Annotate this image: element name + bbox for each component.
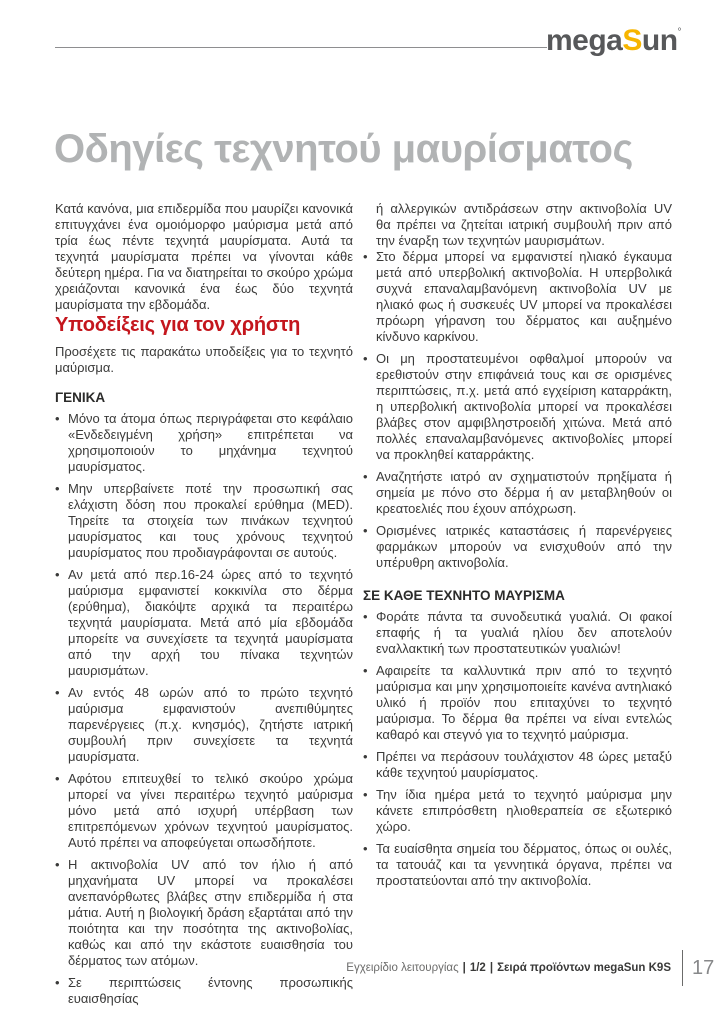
list-item: • Τα ευαίσθητα σημεία του δέρματος, όπως οι ουλές, τα τατουάζ και τα γεννητικά όργανα, πρέπει να προστατεύονται από την ακτινοβολία. [363,841,672,889]
page-title: Οδηγίες τεχνητού μαυρίσματος [54,126,633,171]
footer-separator: | [462,962,466,974]
product-line-label: Σειρά προϊόντων megaSun K9S [497,962,671,974]
intro-paragraph: Κατά κανόνα, μια επιδερμίδα που μαυρίζει κανονικά επιτυγχάνει ένα ομοιόμορφο μαύρισμα μετά από τρία έως πέντε τεχνητά μαυρίσματα. Αυτά τα τεχνητά μαυρίσματα πρέπει να γίνονται κάθε δεύτερη ημέρα. Για να διατηρείται το σκούρο χρώμα χρειάζονται κανονικά ένα έως δύο τεχνητά μαυρίσματα την εβδομάδα. [55,201,353,312]
megasun-logo [546,24,681,58]
every-tanning-section-heading: ΣΕ ΚΑΘΕ ΤΕΧΝΗΤΟ ΜΑΥΡΙΣΜΑ [363,588,565,603]
list-item: • Αφαιρείτε τα καλλυντικά πριν από το τεχνητό μαύρισμα και μην χρησιμοποιείτε κανένα αντηλιακό υλικό ή προϊόν που επιταχύνει το τεχνητό μαύρισμα. Το δέρμα θα πρέπει να είναι εντελώς καθαρό και στεγνό για το τεχνητό μαύρισμα. [363,663,672,743]
logo-accent-letter: S [622,24,642,57]
logo-suffix: un [641,24,678,57]
list-item: • Μην υπερβαίνετε ποτέ την προσωπική σας ελάχιστη δόση που προκαλεί ερύθημα (MED). Τηρείτε τα στοιχεία των πινάκων τεχνητού μαυρίσματος και τους χρόνους τεχνητού μαυρίσματος που προδιαγράφονται σε αυτούς. [55,481,353,561]
right-column [363,201,672,895]
continuation-paragraph: ή αλλεργικών αντιδράσεων στην ακτινοβολία UV θα πρέπει να ζητείται ιατρική συμβουλή πριν από την έναρξη των τεχνητών μαυρισμάτων. [376,201,672,248]
footer [0,948,716,988]
footer-divider [682,950,683,986]
list-item: • Αν μετά από περ.16-24 ώρες από το τεχνητό μαύρισμα εμφανιστεί κοκκινίλα στο δέρμα (ερύθημα), διακόψτε αρχικά τα περαιτέρω τεχνητά μαυρίσματα. Μετά από μία εβδομάδα μπορείτε να συνεχίσετε τα τεχνητά μαυρίσματα από την αρχή του πίνακα τεχνητών μαυρισμάτων. [55,567,353,679]
page-fraction: 1/2 [469,962,486,974]
user-notes-heading: Υποδείξεις για τον χρήστη [55,314,301,336]
list-item: • Πρέπει να περάσουν τουλάχιστον 48 ώρες μεταξύ κάθε τεχνητού μαυρίσματος. [363,749,672,781]
header-rule [55,47,547,48]
list-item: • Μόνο τα άτομα όπως περιγράφεται στο κεφάλαιο «Ενδεδειγμένη χρήση» επιτρέπεται να χρησιμοποιούν το μηχάνημα τεχνητού μαυρίσματος. [55,411,353,475]
list-item: • Την ίδια ημέρα μετά το τεχνητό μαύρισμα μην κάνετε επιπρόσθετη ηλιοθεραπεία σε εξωτερικό χώρο. [363,787,672,835]
logo-trademark-mark: ° [677,27,682,38]
user-notes-intro: Προσέχετε τις παρακάτω υποδείξεις για το τεχνητό μαύρισμα. [55,344,353,375]
list-item: • Αν εντός 48 ωρών από το πρώτο τεχνητό μαύρισμα εμφανιστούν ανεπιθύμητες παρενέργειες (π.χ. κνησμός), ζητήστε ιατρική συμβουλή πριν συνεχίσετε τα τεχνητά μαυρίσματα. [55,685,353,765]
list-item: • Η ακτινοβολία UV από τον ήλιο ή από μηχανήματα UV μπορεί να προκαλέσει ανεπανόρθωτες βλάβες στην επιδερμίδα ή στα μάτια. Αυτή η βιολογική δράση εξαρτάται από την ποιότητα και την ποσότητα της ακτινοβολίας, καθώς και από την εκάστοτε ευαισθησία του δέρματος των ατόμων. [55,857,353,969]
left-column [55,201,353,1013]
list-item: • Στο δέρμα μπορεί να εμφανιστεί ηλιακό έγκαυμα μετά από υπερβολική ακτινοβολία. Η υπερβολικά συχνά επαναλαμβανόμενη ακτινοβολία UV με ηλιακό φως ή συσκευές UV μπορεί να προκαλέσει πρόωρη γήρανση του δέρματος και αυξημένο κίνδυνο καρκίνου. [363,249,672,345]
list-item: • Φοράτε πάντα τα συνοδευτικά γυαλιά. Οι φακοί επαφής ή τα γυαλιά ηλίου δεν αποτελούν εναλλακτική των προστατευτικών γυαλιών! [363,609,672,657]
manual-label: Εγχειρίδιο λειτουργίας [346,962,459,974]
footer-text [346,962,671,974]
list-item: • Αφότου επιτευχθεί το τελικό σκούρο χρώμα μπορεί να γίνει περαιτέρω τεχνητό μαύρισμα μόνο μετά από ισχυρή υπέρβαση των επιτρεπόμενων χρόνων τεχνητού μαυρίσματος. Αυτό πρέπει να αποφεύγεται οπωσδήποτε. [55,771,353,851]
list-item: • Σε περιπτώσεις έντονης προσωπικής ευαισθησίας [55,975,353,1007]
every-tanning-bullet-list [363,609,672,889]
footer-separator: | [489,962,494,974]
general-bullet-list [55,411,353,1007]
logo-prefix: mega [546,24,623,57]
general-section-heading: ΓΕΝΙΚΑ [55,390,106,405]
list-item: • Αναζητήστε ιατρό αν σχηματιστούν πρηξίματα ή σημεία με πόνο στο δέρμα ή αν μεταβληθούν οι κρεατοελιές που έχουν απόχρωση. [363,469,672,517]
page-number: 17 [692,956,715,979]
list-item: • Οι μη προστατευμένοι οφθαλμοί μπορούν να ερεθιστούν στην επιφάνειά τους και σε ορισμένες περιπτώσεις, π.χ. μετά από εγχείριση καταρράκτη, η υπερβολική ακτινοβολία μπορεί να προκαλέσει βλάβες στον αμφιβληστροειδή χιτώνα. Μετά από πολλές επαναλαμβανόμενες ακτινοβολίες μπορεί να προκληθεί καταρράκτης. [363,351,672,463]
general-bullet-list-continued [363,249,672,571]
list-item: • Ορισμένες ιατρικές καταστάσεις ή παρενέργειες φαρμάκων μπορούν να ενισχυθούν από την υπέρυθρη ακτινοβολία. [363,523,672,571]
